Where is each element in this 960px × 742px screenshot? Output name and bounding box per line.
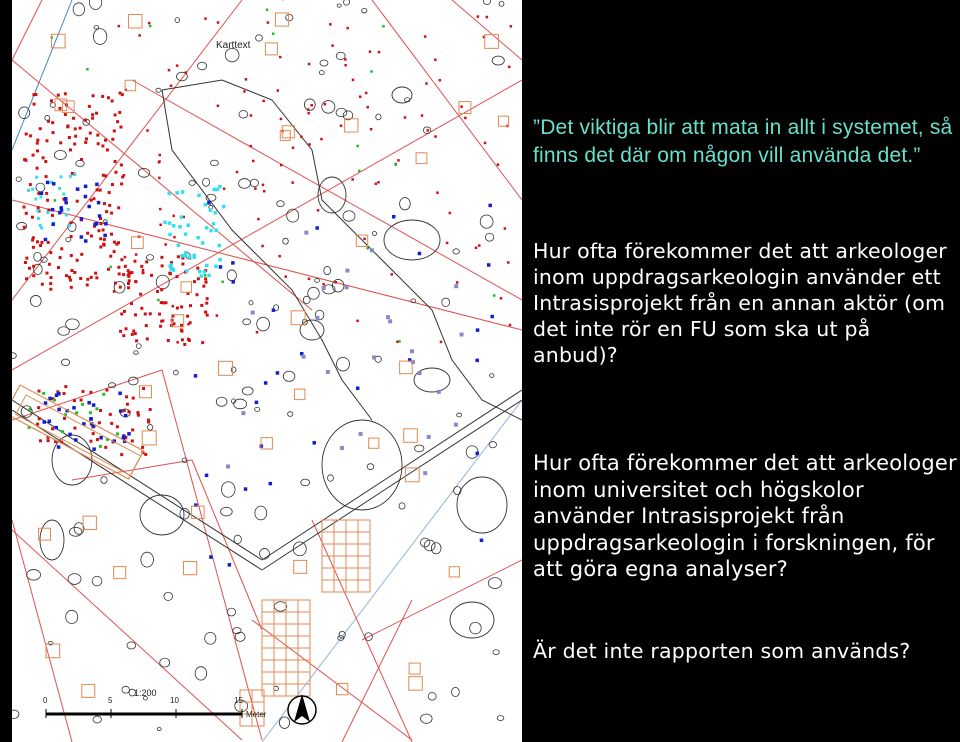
boundary-lines — [12, 0, 522, 742]
scale-unit: Meter — [246, 710, 267, 719]
map-label: Karttext — [216, 40, 251, 51]
scale-tick-0: 0 — [43, 696, 48, 705]
north-arrow-icon — [288, 694, 316, 724]
road-lines — [12, 80, 522, 570]
quote-text: ”Det viktiga blir att mata in allt i systemet, så finns det där om någon vill använda det.” — [533, 116, 953, 167]
map-drawing — [12, 0, 522, 742]
scale-tick-5: 5 — [108, 696, 113, 705]
question-1: Hur ofta förekommer det att arkeologer inom uppdragsarkeologin använder ett Intrasisprojekt från en annan aktör (om det inte rör en FU som ska ut på anbud)? — [533, 239, 947, 367]
scale-ratio: 1:200 — [134, 688, 157, 698]
scale-tick-10: 10 — [170, 696, 179, 705]
excavation-plan-map — [12, 0, 522, 742]
scale-bar — [46, 709, 242, 718]
scale-tick-15: 15 — [234, 696, 243, 705]
question-3: Är det inte rapporten som används? — [533, 639, 911, 663]
question-2: Hur ofta förekommer det att arkeologer inom universitet och högskolor använder Intrasisprojekt från uppdragsarkeologin i forskningen, för att göra egna analyser? — [533, 451, 957, 581]
